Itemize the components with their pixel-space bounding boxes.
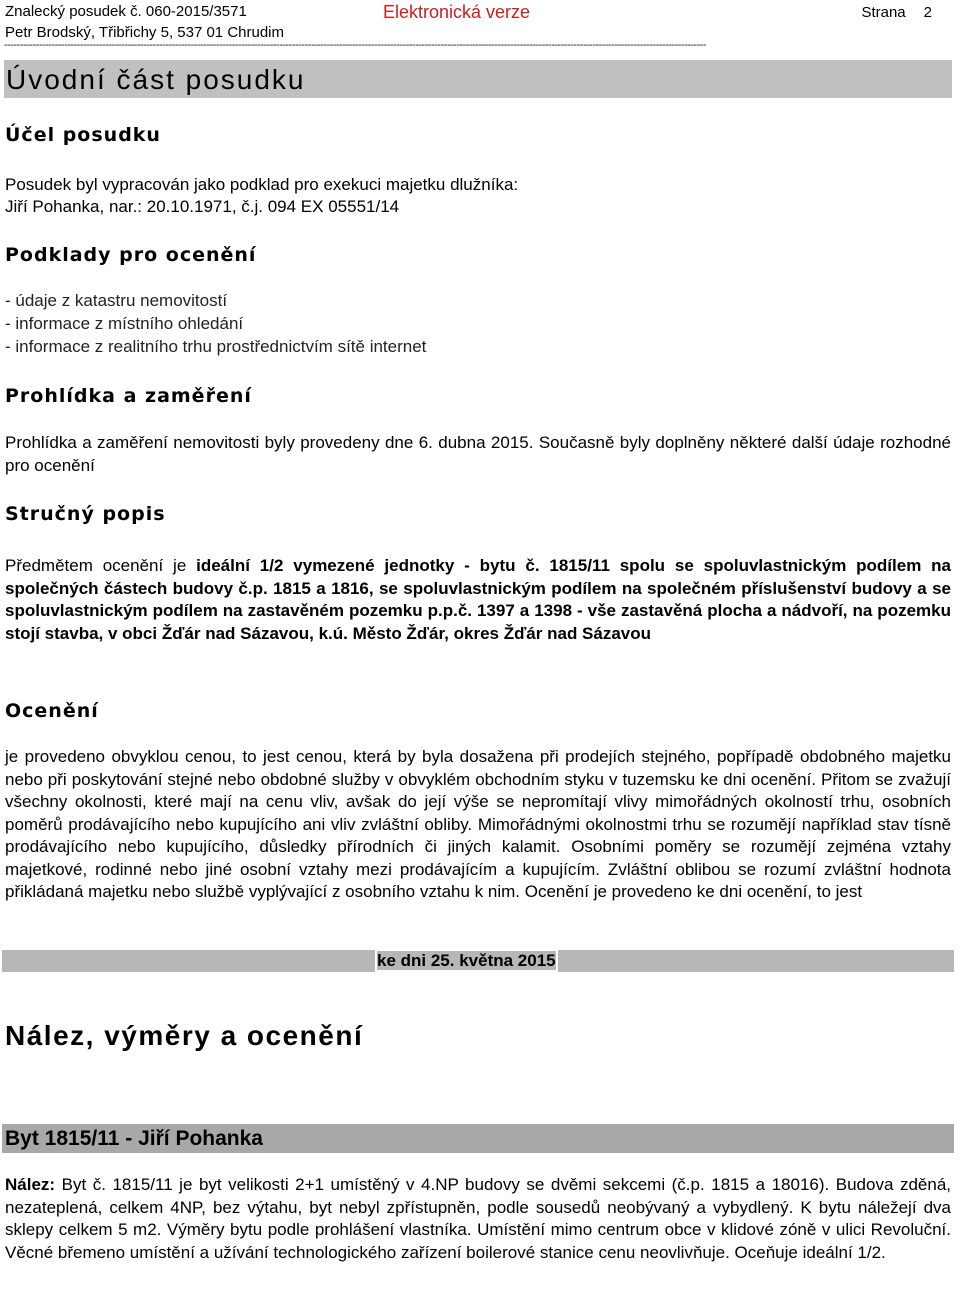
sources-heading: Podklady pro ocenění (5, 244, 257, 266)
sources-item: - informace z místního ohledání (5, 314, 244, 333)
findings-body: Byt č. 1815/11 je byt velikosti 2+1 umístěný v 4.NP budovy se dvěmi sekcemi (č.p. 1815 a 18016). Budova zděná, nezateplená, celkem 4NP, bez výtahu, byt nebyl zpřístupněn, podle sousedů neobývaný a vybydlený. K bytu náležejí dva sklepy celkem 5 m2. Výměry bytu podle prohlášení vlastníka. Umístění mimo centrum obce v klidové zóně v ulici Revoluční. Věcné břemeno umístění a užívání technologického zařízení boilerové stanice cenu neovlivňuje. Oceňuje ideální 1/2. (5, 1175, 951, 1262)
intro-title: Úvodní část posudku (4, 60, 952, 98)
summary-text-plain: Předmětem ocenění je (5, 556, 197, 575)
sources-item: - údaje z katastru nemovitostí (5, 291, 228, 310)
summary-text-bold: ideální 1/2 vymezené jednotky - bytu č. 1815/11 spolu se spoluvlastnickým podílem na společných částech budovy č.p. 1815 a 1816, se spoluvlastnickým podílem na společném příslušenství budovy a se spoluvlastnickým podílem na zastavěném pozemku p.p.č. 1397 a 1398 - vše zastavěná plocha a nádvoří, na pozemku stojí stavba, v obci Žďár nad Sázavou, k.ú. Město Žďár, okres Žďár nad Sázavou (5, 556, 952, 643)
unit-title: Byt 1815/11 - Jiří Pohanka (2, 1124, 954, 1153)
author-address: Petr Brodský, Třibřichy 5, 537 01 Chrudim (5, 24, 285, 41)
page-number: 2 (923, 4, 932, 21)
valuation-date-text: ke dni 25. května 2015 (377, 951, 556, 970)
purpose-line-1: Posudek byl vypracován jako podklad pro exekuci majetku dlužníka: (5, 175, 519, 194)
summary-heading: Stručný popis (5, 503, 166, 525)
edition-label: Elektronická verze (383, 2, 531, 22)
inspection-heading: Prohlídka a zaměření (5, 385, 252, 407)
sources-item: - informace z realitního trhu prostřednictvím sítě internet (5, 337, 427, 356)
purpose-heading: Účel posudku (5, 124, 161, 146)
page-indicator (861, 4, 932, 21)
findings-title: Nález, výměry a ocenění (5, 1020, 364, 1051)
findings-label: Nález: (5, 1175, 56, 1194)
summary-text (5, 555, 951, 645)
valuation-text: je provedeno obvyklou cenou, to jest cenou, která by byla dosažena při prodejích stejného, popřípadě obdobného majetku nebo při poskytování stejné nebo obdobné služby v obvyklém obchodním styku v tuzemsku ke dni ocenění. Přitom se zvažují všechny okolnosti, které mají na cenu vliv, avšak do její výše se nepromítají vlivy mimořádných okolností trhu, osobních poměrů prodávajícího nebo kupujícího ani vliv zvláštní obliby. Mimořádnými okolnostmi trhu se rozumějí například stav tísně prodávajícího nebo kupujícího, důsledky přírodních či jiných kalamit. Osobními poměry se rozumějí zejména vztahy majetkové, rodinné nebo jiné osobní vztahy mezi prodávajícím a kupujícím. Zvláštní oblibou se rozumí zvláštní hodnota přikládaná majetku nebo službě vyplývající z osobního vztahu k nim. Ocenění je provedeno ke dni ocenění, to jest (5, 747, 951, 901)
document-title: Znalecký posudek č. 060-2015/3571 (5, 3, 247, 20)
findings-text (5, 1174, 951, 1264)
valuation-heading: Ocenění (5, 700, 99, 722)
header-separator: ------------------------------------------------------------------------------------------------------------------------------------------------------------------------------------------------------------------------------ (4, 40, 707, 50)
page-label: Strana (861, 4, 906, 21)
purpose-line-2: Jiří Pohanka, nar.: 20.10.1971, č.j. 094 EX 05551/14 (5, 197, 400, 216)
valuation-date (375, 948, 558, 974)
inspection-text: Prohlídka a zaměření nemovitosti byly provedeny dne 6. dubna 2015. Současně byly doplněny některé další údaje rozhodné pro ocenění (5, 433, 951, 475)
